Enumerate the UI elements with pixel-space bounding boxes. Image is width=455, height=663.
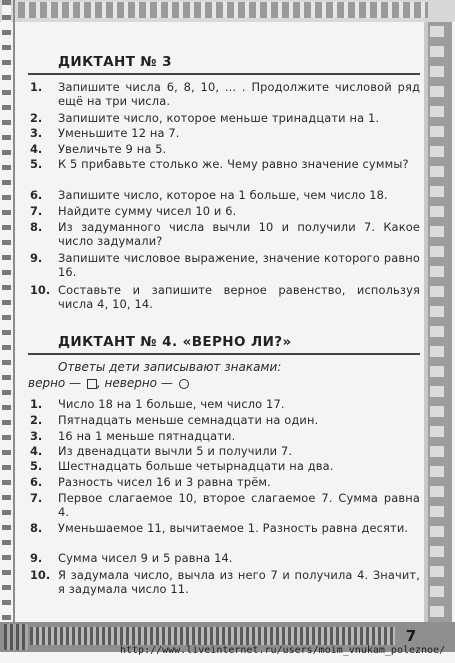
item-text: Число 18 на 1 больше, чем число 17. — [58, 397, 285, 411]
section1-item-10 — [30, 283, 420, 312]
section1-item-9 — [30, 251, 420, 280]
item-number: 8. — [30, 521, 43, 535]
item-text: Я задумала число, вычла из него 7 и получила 4. Значит, я задумала число 11. — [58, 568, 420, 597]
legend-false-label: , неверно — — [96, 376, 173, 390]
square-icon — [87, 379, 97, 389]
item-text: Из задуманного числа вычли 10 и получили 7. Какое число задумали? — [58, 220, 420, 249]
item-number: 10. — [30, 568, 51, 582]
item-text: Найдите сумму чисел 10 и 6. — [58, 204, 237, 218]
section2-item-10 — [30, 568, 420, 597]
item-number: 9. — [30, 551, 43, 565]
section2-item-3 — [30, 429, 420, 443]
left-border-pattern — [2, 0, 11, 630]
item-number: 5. — [30, 459, 43, 473]
item-number: 6. — [30, 188, 43, 202]
page-number: 7 — [405, 627, 417, 645]
section1-rule — [28, 73, 420, 75]
left-border-line — [13, 0, 15, 630]
bottom-border-pattern — [30, 627, 395, 645]
section1-item-2 — [30, 111, 420, 125]
item-text: Первое слагаемое 10, второе слагаемое 7. Сумма равна 4. — [58, 491, 420, 520]
source-url-watermark[interactable]: http://www.liveinternet.ru/users/moim_vnukam_poleznoe/ — [120, 645, 446, 656]
top-border-pattern — [18, 2, 428, 18]
bottom-left-pattern — [4, 624, 28, 650]
item-text: Шестнадцать больше четырнадцати на два. — [58, 459, 334, 473]
item-text: Увеличьте 9 на 5. — [58, 142, 167, 156]
section1-item-1 — [30, 80, 420, 109]
item-text: Запишите числа 6, 8, 10, ... . Продолжите числовой ряд ещё на три числа. — [58, 80, 420, 109]
section1-item-6 — [30, 188, 420, 202]
sign-legend — [28, 376, 189, 390]
section2-title: ДИКТАНТ № 4. «ВЕРНО ЛИ?» — [58, 334, 292, 350]
item-text: Запишите числовое выражение, значение которого равно 16. — [58, 251, 420, 280]
item-number: 2. — [30, 111, 43, 125]
item-number: 4. — [30, 444, 43, 458]
item-number: 1. — [30, 397, 43, 411]
item-text: К 5 прибавьте столько же. Чему равно значение суммы? — [58, 157, 409, 171]
section2-rule — [28, 353, 420, 355]
item-number: 4. — [30, 142, 43, 156]
item-number: 8. — [30, 220, 43, 234]
item-text: Уменьшите 12 на 7. — [58, 126, 180, 140]
section1-item-7 — [30, 204, 420, 218]
item-number: 3. — [30, 126, 43, 140]
item-number: 9. — [30, 251, 43, 265]
item-number: 10. — [30, 283, 51, 297]
section2-item-7 — [30, 491, 420, 520]
item-number: 7. — [30, 491, 43, 505]
item-number: 3. — [30, 429, 43, 443]
item-text: Уменьшаемое 11, вычитаемое 1. Разность равна десяти. — [58, 521, 409, 535]
section2-item-6 — [30, 475, 420, 489]
section1-item-4 — [30, 142, 420, 156]
instruction-note: Ответы дети записывают знаками: — [58, 360, 282, 374]
item-text: 16 на 1 меньше пятнадцати. — [58, 429, 236, 443]
right-border-pattern — [430, 26, 444, 620]
section2-item-1 — [30, 397, 420, 411]
item-number: 5. — [30, 157, 43, 171]
item-text: Пятнадцать меньше семнадцати на один. — [58, 413, 319, 427]
section2-item-9 — [30, 551, 420, 565]
item-number: 1. — [30, 80, 43, 94]
circle-icon — [179, 379, 189, 389]
section2-item-4 — [30, 444, 420, 458]
legend-true-label: верно — — [28, 376, 82, 390]
item-text: Разность чисел 16 и 3 равна трём. — [58, 475, 271, 489]
item-number: 2. — [30, 413, 43, 427]
item-text: Составьте и запишите верное равенство, используя числа 4, 10, 14. — [58, 283, 420, 312]
item-text: Запишите число, которое на 1 больше, чем число 18. — [58, 188, 388, 202]
item-number: 7. — [30, 204, 43, 218]
section2-item-5 — [30, 459, 420, 473]
section2-item-2 — [30, 413, 420, 427]
item-text: Сумма чисел 9 и 5 равна 14. — [58, 551, 233, 565]
item-text: Запишите число, которое меньше тринадцати на 1. — [58, 111, 380, 125]
section1-item-8 — [30, 220, 420, 249]
item-text: Из двенадцати вычли 5 и получили 7. — [58, 444, 293, 458]
item-number: 6. — [30, 475, 43, 489]
section1-item-5 — [30, 157, 420, 171]
section1-title: ДИКТАНТ № 3 — [58, 54, 172, 70]
section2-item-8 — [30, 521, 420, 535]
section1-item-3 — [30, 126, 420, 140]
